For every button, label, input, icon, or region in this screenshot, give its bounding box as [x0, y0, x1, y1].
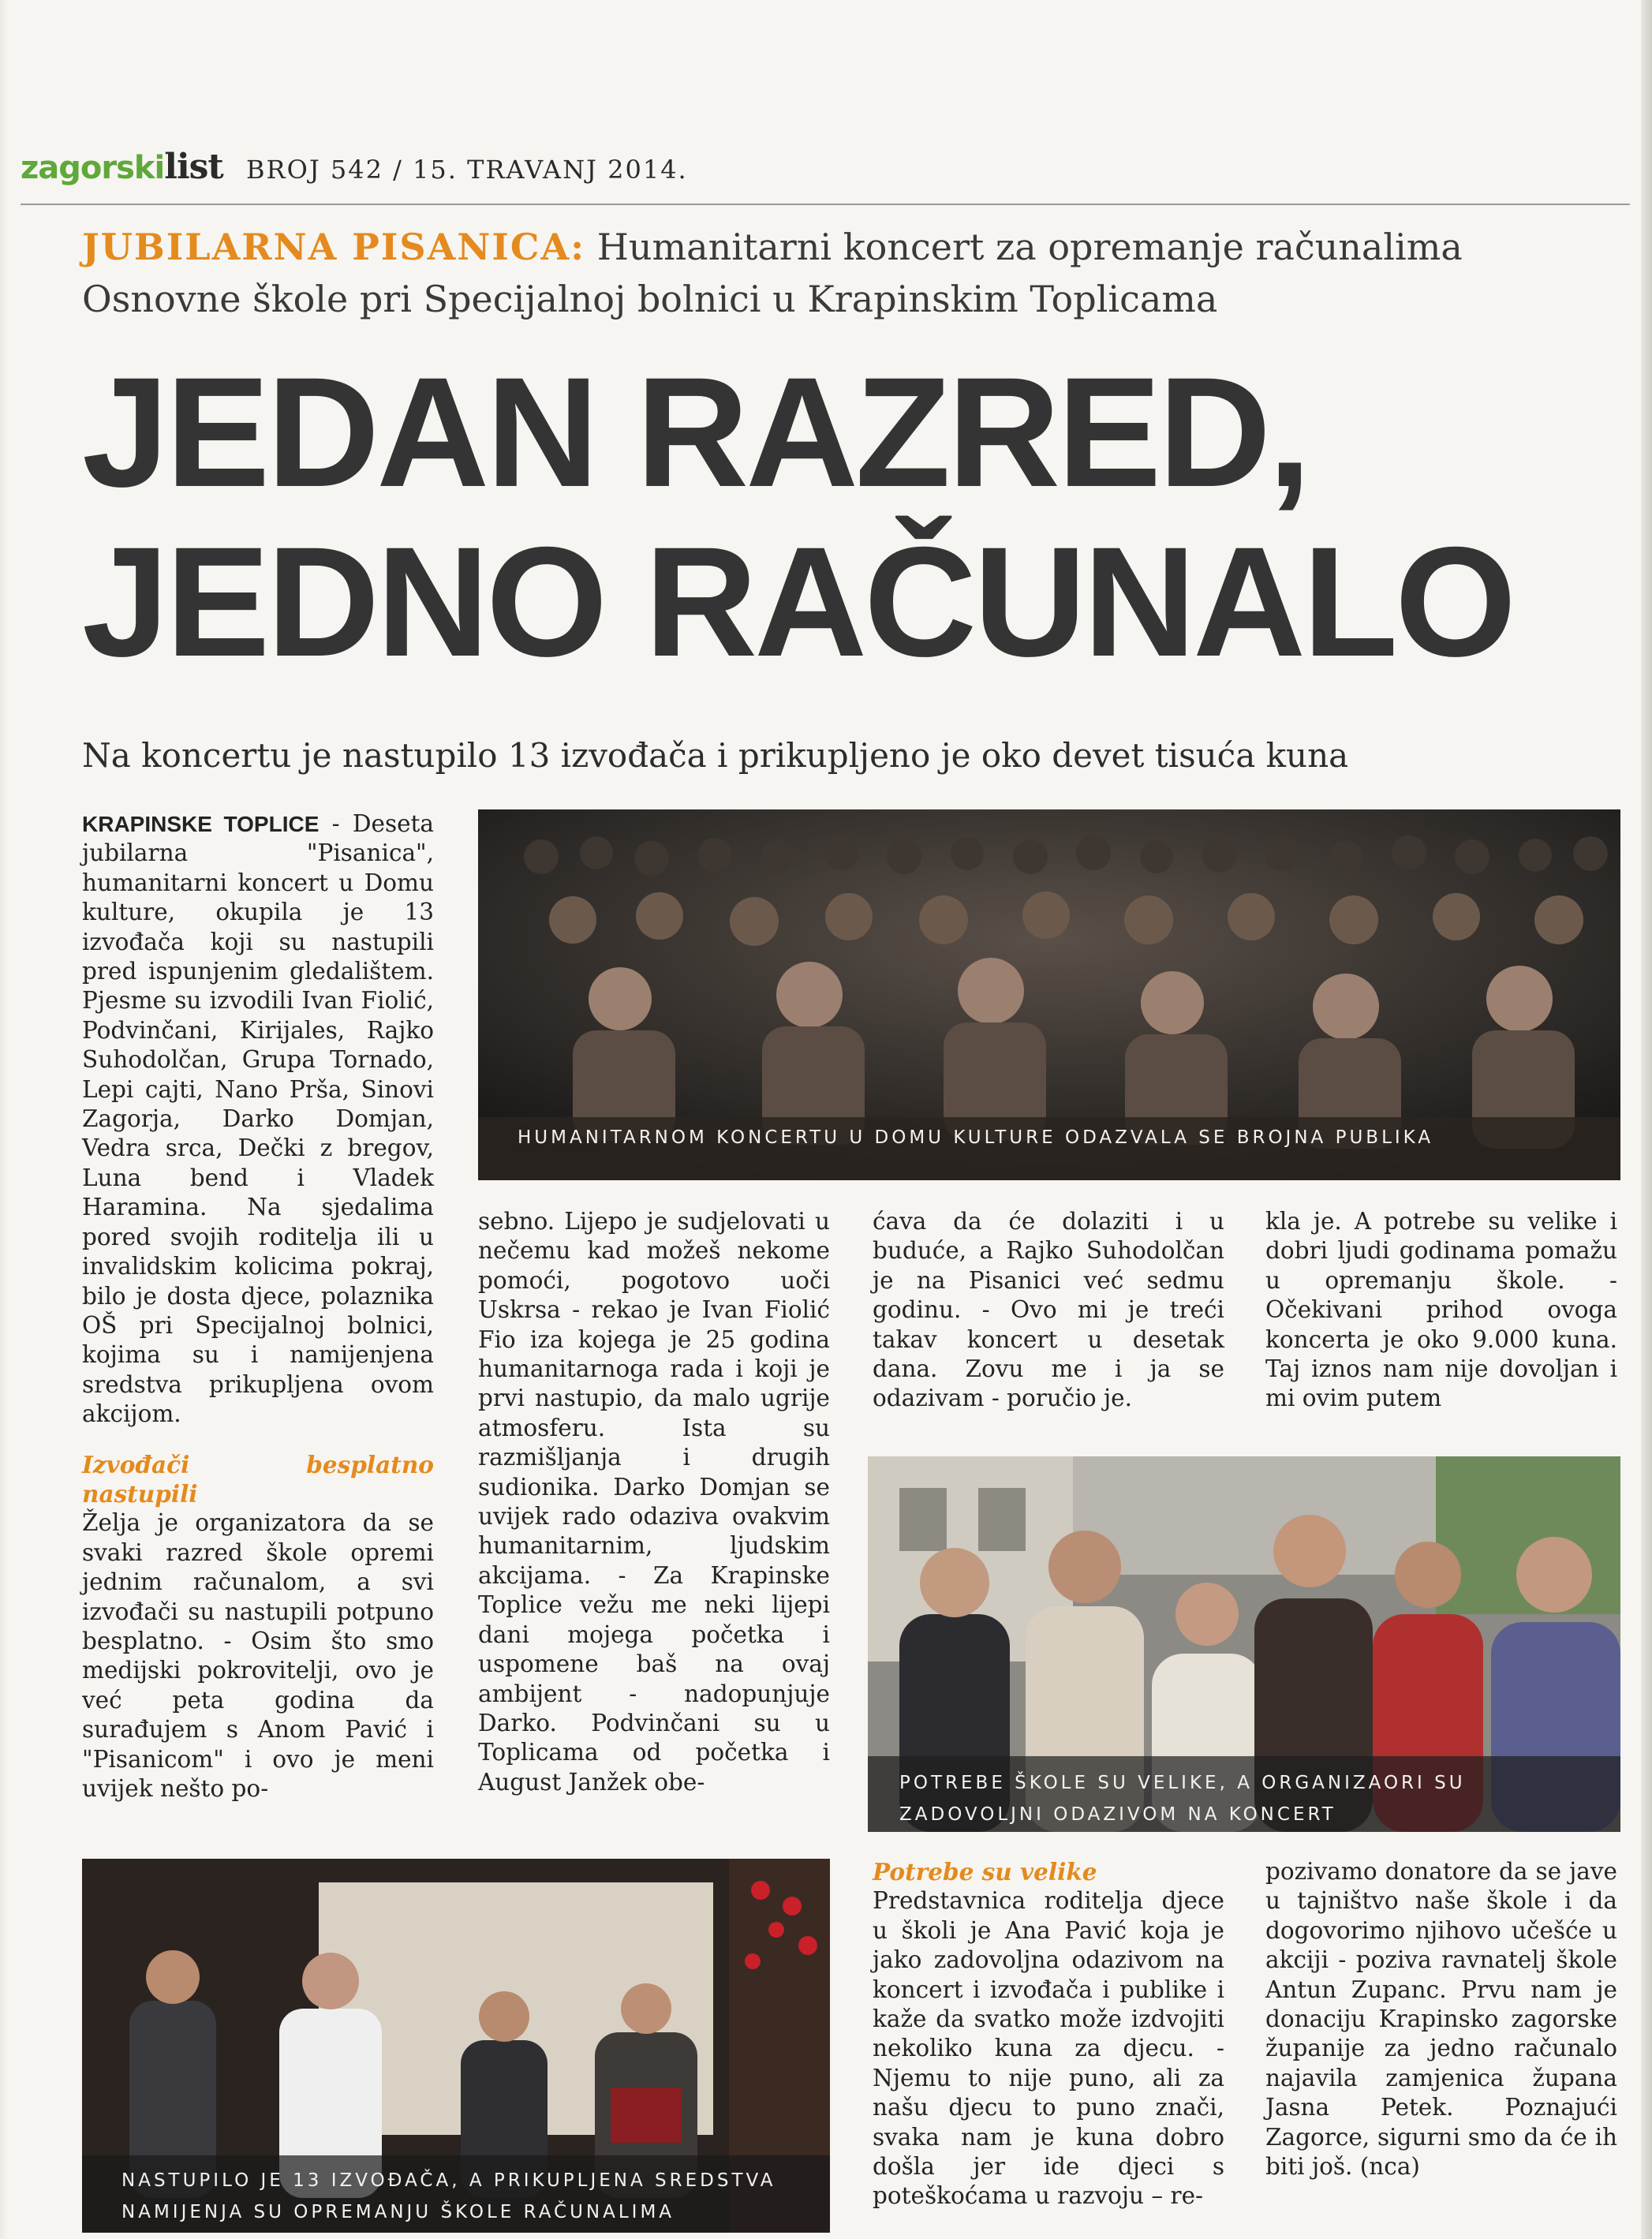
scan-right-edge — [1641, 0, 1652, 2239]
article-column-3-top — [873, 1207, 1224, 1414]
column-2-text: sebno. Lijepo je sudjelovati u nečemu kad možeš nekome pomoći, pogotovo uoči Uskrsa - rekao je Ivan Fiolić Fio iza kojega je 25 godina humanitarnoga rada i koji je prvi nastupio, da malo ugrije atmosferu. Ista su razmišljanja i drugih sudionika. Darko Domjan se uvijek rado odaziva ovakvim humanitarnim, ljudskim akcijama. - Za Krapinske Toplice vežu me neki lijepi dani mojega početka i uspomene baš na ovaj ambijent - nadopunjuje Darko. Podvinčani su u Toplicama od početka i August Janžek obe- — [478, 1208, 830, 1796]
photo-organizers-caption: POTREBE ŠKOLE SU VELIKE, A ORGANIZAORI SU ZADOVOLJNI ODAZIVOM NA KONCERT — [899, 1773, 1466, 1825]
kicker-text: Humanitarni koncert za opremanje računalima Osnovne škole pri Specijalnoj bolnici u Krapinskim Toplicama — [82, 226, 1463, 320]
masthead-divider — [21, 204, 1630, 205]
headline-line-1: JEDAN RAZRED, — [82, 345, 1309, 519]
photo-performers — [82, 1859, 830, 2233]
article-column-3-bottom — [873, 1857, 1224, 2211]
photo-performers-caption: NASTUPILO JE 13 IZVOĐAČA, A PRIKUPLJENA SREDSTVA NAMIJENJA SU OPREMANJU ŠKOLE RAČUNALIMA — [121, 2170, 776, 2222]
article-column-4-bottom — [1265, 1857, 1617, 2181]
column-1-lead: - Deseta jubilarna "Pisanica", humanitarni koncert u Domu kulture, okupila je 13 izvođača koji su nastupili pred ispunjenim gledalištem. Pjesme su izvodili Ivan Fiolić, Podvinčani, Kirijales, Rajko Suhodolčan, Grupa Tornado, Lepi cajti, Nano Prša, Sinovi Zagorja, Darko Domjan, Vedra srca, Dečki z bregov, Luna bend i Vladek Haramina. Na sjedalima pored svojih roditelja ili u invalidskim kolicima pokraj, bilo je dosta djece, polaznika OŠ pri Specijalnoj bolnici, kojima su i namijenjena sredstva prikupljena ovom akcijom. — [82, 810, 434, 1428]
subhead-needs: Potrebe su velike — [873, 1858, 1097, 1886]
dateline: KRAPINSKE TOPLICE — [82, 812, 320, 836]
article-column-1 — [82, 809, 434, 1804]
scan-left-edge — [0, 0, 8, 2239]
article-column-2 — [478, 1207, 830, 1797]
photo-organizers — [868, 1456, 1620, 1832]
newspaper-logo: zagorskilist — [21, 147, 223, 187]
column-4-bottom-text: pozivamo donatore da se jave u tajništvo naše škole i da dogovorimo njihovo učešće u akciji - poziva ravnatelj škole Antun Zupanc. Prvu nam je donaciju Krapinsko zagorske županije za jedno računalo najavila zamjenica župana Jasna Petek. Poznajući Zagorce, sigurni smo da će ih biti još. (nca) — [1265, 1858, 1617, 2181]
subhead-performers: Izvođači besplatno nastupili — [82, 1450, 434, 1508]
column-4-top-text: kla je. A potrebe su velike i dobri ljudi godinama pomažu u opremanju škole. - Očekivani prihod ovoga koncerta je oko 9.000 kuna. Taj iznos nam nije dovoljan i mi ovim putem — [1265, 1208, 1617, 1412]
headline-line-2: JEDNO RAČUNALO — [82, 514, 1514, 689]
article-deck: Na koncertu je nastupilo 13 izvođača i prikupljeno je oko devet tisuća kuna — [82, 736, 1349, 775]
article-kicker — [82, 221, 1597, 325]
column-1-rest: Želja je organizatora da se svaki razred škole opremi jednim računalom, a svi izvođači su nastupili potpuno besplatno. - Osim što smo medijski pokrovitelji, ovo je već peta godina da surađujem s Anom Pavić i "Pisanicom" i ovo je meni uvijek nešto po- — [82, 1509, 434, 1802]
column-3-bottom-text: Predstavnica roditelja djece u školi je Ana Pavić koja je jako zadovoljna odazivom na koncert i izvođača i publike i kaže da svatko može izdvojiti nekoliko kuna za djecu. - Njemu to nije puno, ali za našu djecu to puno znači, svaka nam je kuna dobro došla jer ide djeci s poteškoćama u razvoju – re- — [873, 1887, 1224, 2210]
issue-info: BROJ 542 / 15. TRAVANJ 2014. — [246, 155, 688, 185]
photo-audience-caption: HUMANITARNOM KONCERTU U DOMU KULTURE ODAZVALA SE BROJNA PUBLIKA — [518, 1127, 1434, 1148]
kicker-label: JUBILARNA PISANICA: — [82, 226, 586, 268]
article-column-4-top — [1265, 1207, 1617, 1414]
article-headline — [82, 345, 1628, 689]
column-3-top-text: ćava da će dolaziti i u buduće, a Rajko Suhodolčan je na Pisanici već sedmu godinu. - Ovo mi je treći takav koncert u desetak dana. Zovu me i ja se odazivam - poručio je. — [873, 1208, 1224, 1412]
photo-audience — [478, 809, 1620, 1180]
